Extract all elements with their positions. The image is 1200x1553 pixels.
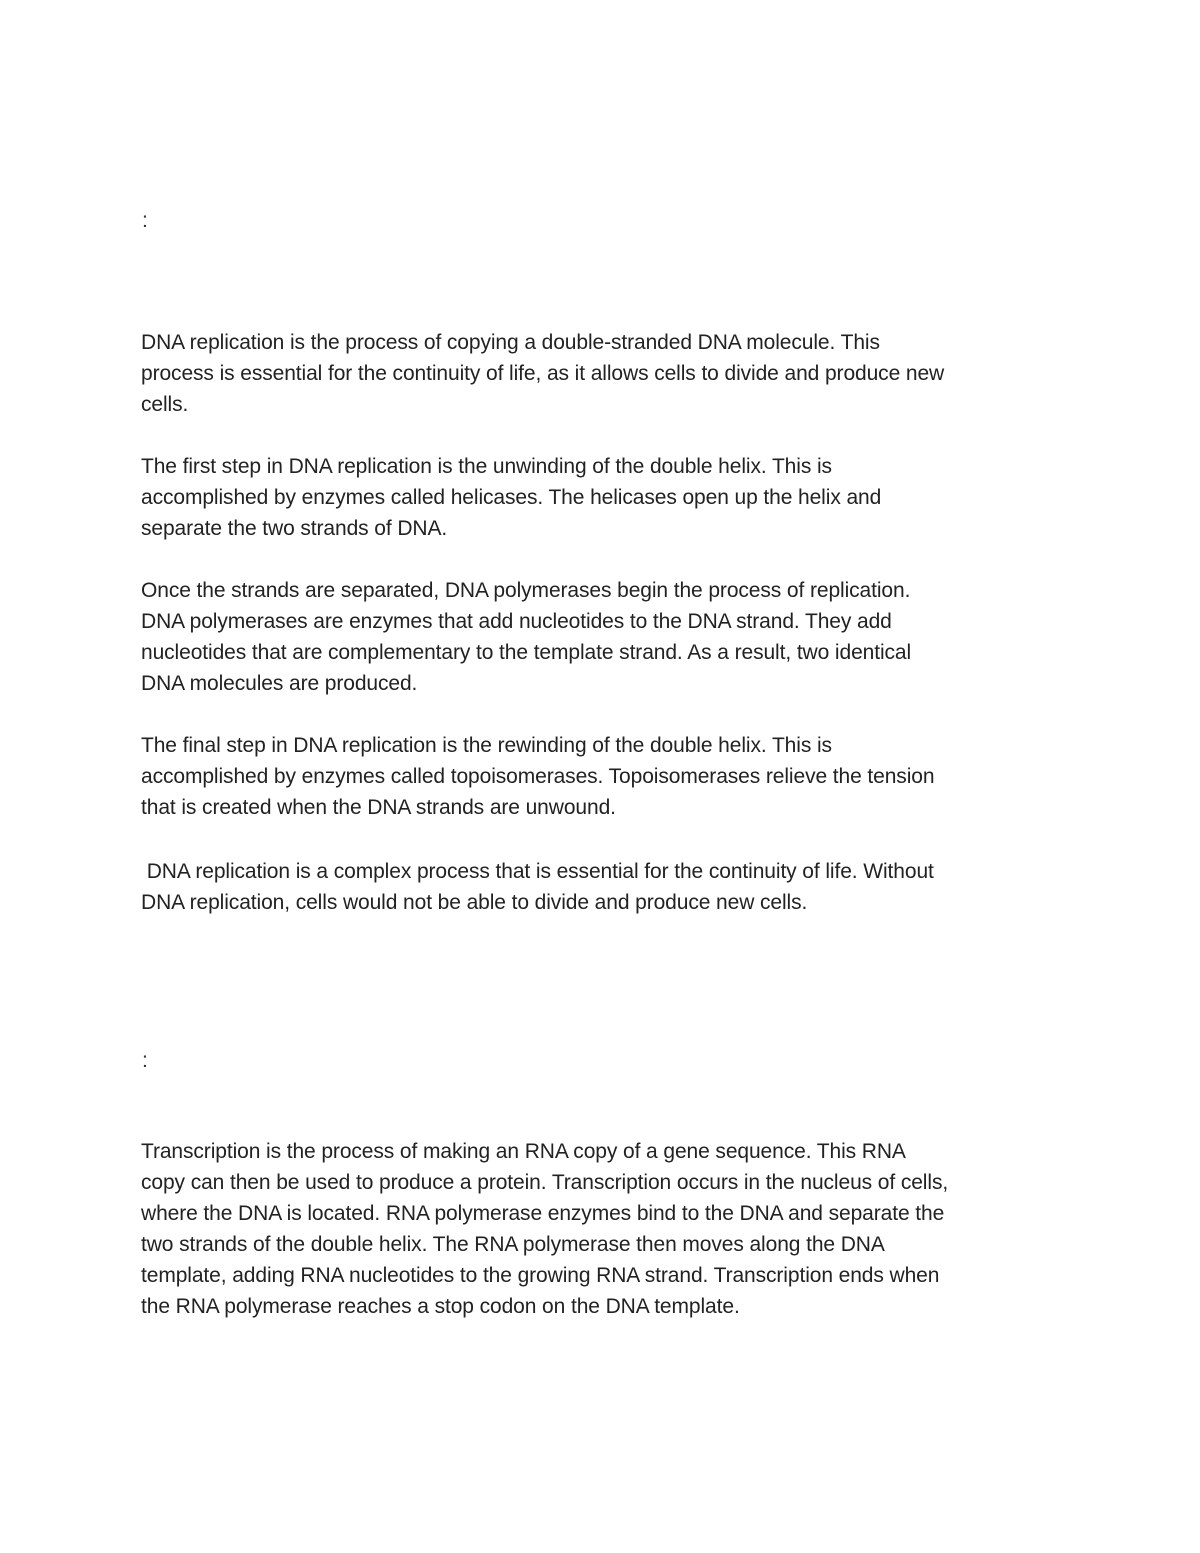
section-marker: : xyxy=(142,209,148,232)
paragraph-line: DNA replication, cells would not be able to divide and produce new cells. xyxy=(141,891,808,914)
paragraph-line: accomplished by enzymes called topoisomerases. Topoisomerases relieve the tension xyxy=(141,765,935,788)
paragraph-line: DNA polymerases are enzymes that add nucleotides to the DNA strand. They add xyxy=(141,610,892,633)
paragraph-line: process is essential for the continuity of life, as it allows cells to divide and produce new xyxy=(141,362,945,385)
paragraph-line: nucleotides that are complementary to the template strand. As a result, two identical xyxy=(141,641,912,664)
paragraph-rewinding xyxy=(141,730,1061,823)
paragraph-line: the RNA polymerase reaches a stop codon on the DNA template. xyxy=(141,1295,740,1318)
paragraph-line: DNA molecules are produced. xyxy=(141,672,418,695)
section-marker: : xyxy=(142,1049,148,1072)
paragraph-line: where the DNA is located. RNA polymerase enzymes bind to the DNA and separate the xyxy=(141,1202,945,1225)
paragraph-line: that is created when the DNA strands are unwound. xyxy=(141,796,616,819)
paragraph-dna-replication-intro xyxy=(141,327,1061,420)
paragraph-line: copy can then be used to produce a protein. Transcription occurs in the nucleus of cells, xyxy=(141,1171,949,1194)
paragraph-line: separate the two strands of DNA. xyxy=(141,517,448,540)
paragraph-line: Transcription is the process of making an RNA copy of a gene sequence. This RNA xyxy=(141,1140,906,1163)
paragraph-line: accomplished by enzymes called helicases. The helicases open up the helix and xyxy=(141,486,882,509)
paragraph-unwinding xyxy=(141,451,1061,544)
paragraph-line: cells. xyxy=(141,393,189,416)
paragraph-line: The final step in DNA replication is the rewinding of the double helix. This is xyxy=(141,734,832,757)
paragraph-line: Once the strands are separated, DNA polymerases begin the process of replication. xyxy=(141,579,911,602)
paragraph-line: DNA replication is the process of copying a double-stranded DNA molecule. This xyxy=(141,331,880,354)
paragraph-line: DNA replication is a complex process that is essential for the continuity of life. Without xyxy=(141,860,934,883)
paragraph-transcription xyxy=(141,1136,1061,1322)
paragraph-line: The first step in DNA replication is the unwinding of the double helix. This is xyxy=(141,455,832,478)
paragraph-polymerases xyxy=(141,575,1061,699)
paragraph-line: template, adding RNA nucleotides to the growing RNA strand. Transcription ends when xyxy=(141,1264,940,1287)
paragraph-line: two strands of the double helix. The RNA polymerase then moves along the DNA xyxy=(141,1233,885,1256)
paragraph-conclusion xyxy=(141,856,1061,918)
